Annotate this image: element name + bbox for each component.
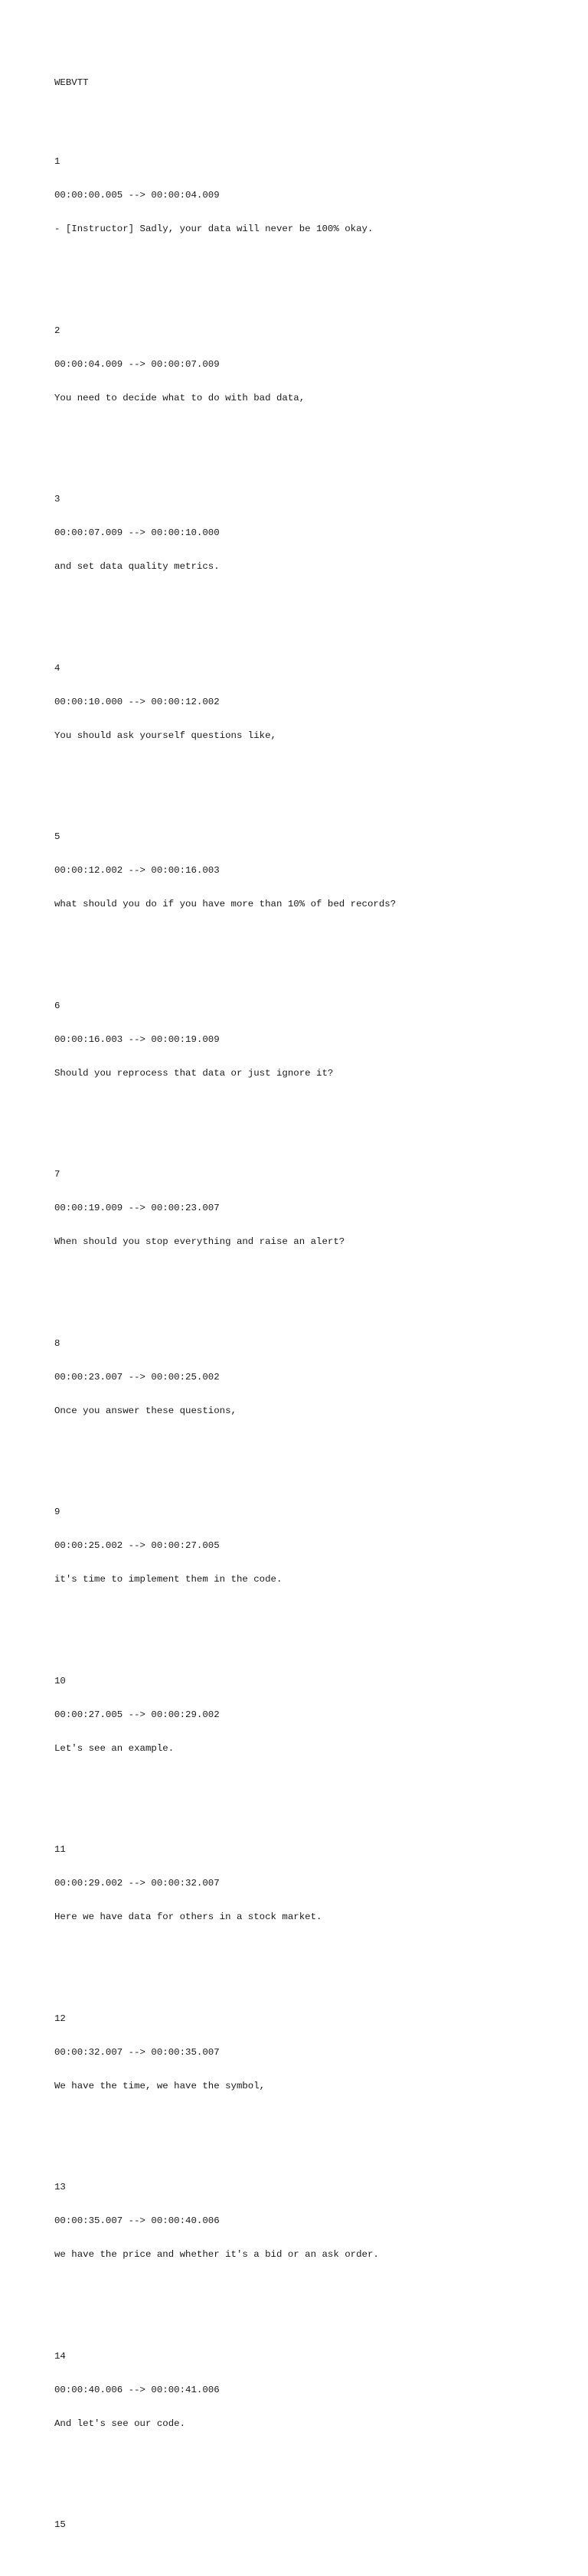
cue-id: 15: [54, 2519, 66, 2531]
cue-timing: 00:00:25.002 --> 00:00:27.005: [54, 1540, 220, 1552]
cue-text: and set data quality metrics.: [54, 561, 220, 573]
cue-id: 4: [54, 662, 60, 674]
document-page: [54, 55, 573, 2576]
cue-14: [54, 2328, 573, 2452]
cue-text: We have the time, we have the symbol,: [54, 2080, 266, 2091]
cue-text: When should you stop everything and raise an alert?: [54, 1236, 345, 1248]
cue-3: [54, 472, 573, 596]
cue-id: 11: [54, 1844, 66, 1856]
cue-id: 7: [54, 1169, 60, 1180]
cue-id: 10: [54, 1675, 66, 1686]
cue-id: 6: [54, 1000, 60, 1011]
cue-11: [54, 1822, 573, 1946]
cue-id: 3: [54, 494, 60, 505]
cue-id: 2: [54, 325, 60, 336]
cue-timing: 00:00:29.002 --> 00:00:32.007: [54, 1878, 220, 1889]
cue-id: 5: [54, 831, 60, 843]
cue-timing: 00:00:12.002 --> 00:00:16.003: [54, 865, 220, 877]
cue-12: [54, 1990, 573, 2114]
cue-9: [54, 1484, 573, 1608]
cue-timing: 00:00:00.005 --> 00:00:04.009: [54, 190, 220, 201]
cue-id: 8: [54, 1337, 60, 1349]
cue-timing: 00:00:04.009 --> 00:00:07.009: [54, 358, 220, 370]
cue-8: [54, 1315, 573, 1439]
cue-4: [54, 640, 573, 764]
cue-1: [54, 134, 573, 258]
cue-6: [54, 978, 573, 1102]
cue-timing: 00:00:16.003 --> 00:00:19.009: [54, 1033, 220, 1045]
cue-5: [54, 809, 573, 933]
cue-timing: 00:00:40.006 --> 00:00:41.006: [54, 2384, 220, 2395]
cue-timing: 00:00:35.007 --> 00:00:40.006: [54, 2215, 220, 2227]
cue-15: [54, 2497, 573, 2554]
cue-id: 13: [54, 2182, 66, 2193]
cue-timing: 00:00:32.007 --> 00:00:35.007: [54, 2046, 220, 2058]
cue-timing: 00:00:23.007 --> 00:00:25.002: [54, 1371, 220, 1383]
cue-timing: 00:00:19.009 --> 00:00:23.007: [54, 1203, 220, 1214]
file-header: WEBVTT: [54, 77, 89, 89]
cue-10: [54, 1653, 573, 1777]
cue-timing: 00:00:07.009 --> 00:00:10.000: [54, 527, 220, 539]
cue-timing: 00:00:27.005 --> 00:00:29.002: [54, 1709, 220, 1720]
cue-id: 12: [54, 2013, 66, 2024]
cue-id: 1: [54, 156, 60, 168]
cue-text: Should you reprocess that data or just ignore it?: [54, 1067, 334, 1079]
cue-id: 9: [54, 1507, 60, 1518]
cue-13: [54, 2160, 573, 2284]
cue-text: it's time to implement them in the code.: [54, 1574, 283, 1585]
cue-text: You should ask yourself questions like,: [54, 730, 276, 741]
cue-text: - [Instructor] Sadly, your data will never be 100% okay.: [54, 224, 374, 235]
cue-text: what should you do if you have more than 10% of bed records?: [54, 899, 397, 910]
cue-2: [54, 302, 573, 426]
cue-timing: 00:00:10.000 --> 00:00:12.002: [54, 696, 220, 707]
cue-text: Here we have data for others in a stock market.: [54, 1912, 322, 1923]
cue-text: And let's see our code.: [54, 2418, 186, 2429]
cue-7: [54, 1147, 573, 1271]
cue-text: Let's see an example.: [54, 1742, 175, 1754]
cue-id: 14: [54, 2350, 66, 2362]
cue-text: we have the price and whether it's a bid or an ask order.: [54, 2249, 379, 2261]
cue-text: You need to decide what to do with bad data,: [54, 392, 305, 403]
cue-text: Once you answer these questions,: [54, 1405, 237, 1416]
